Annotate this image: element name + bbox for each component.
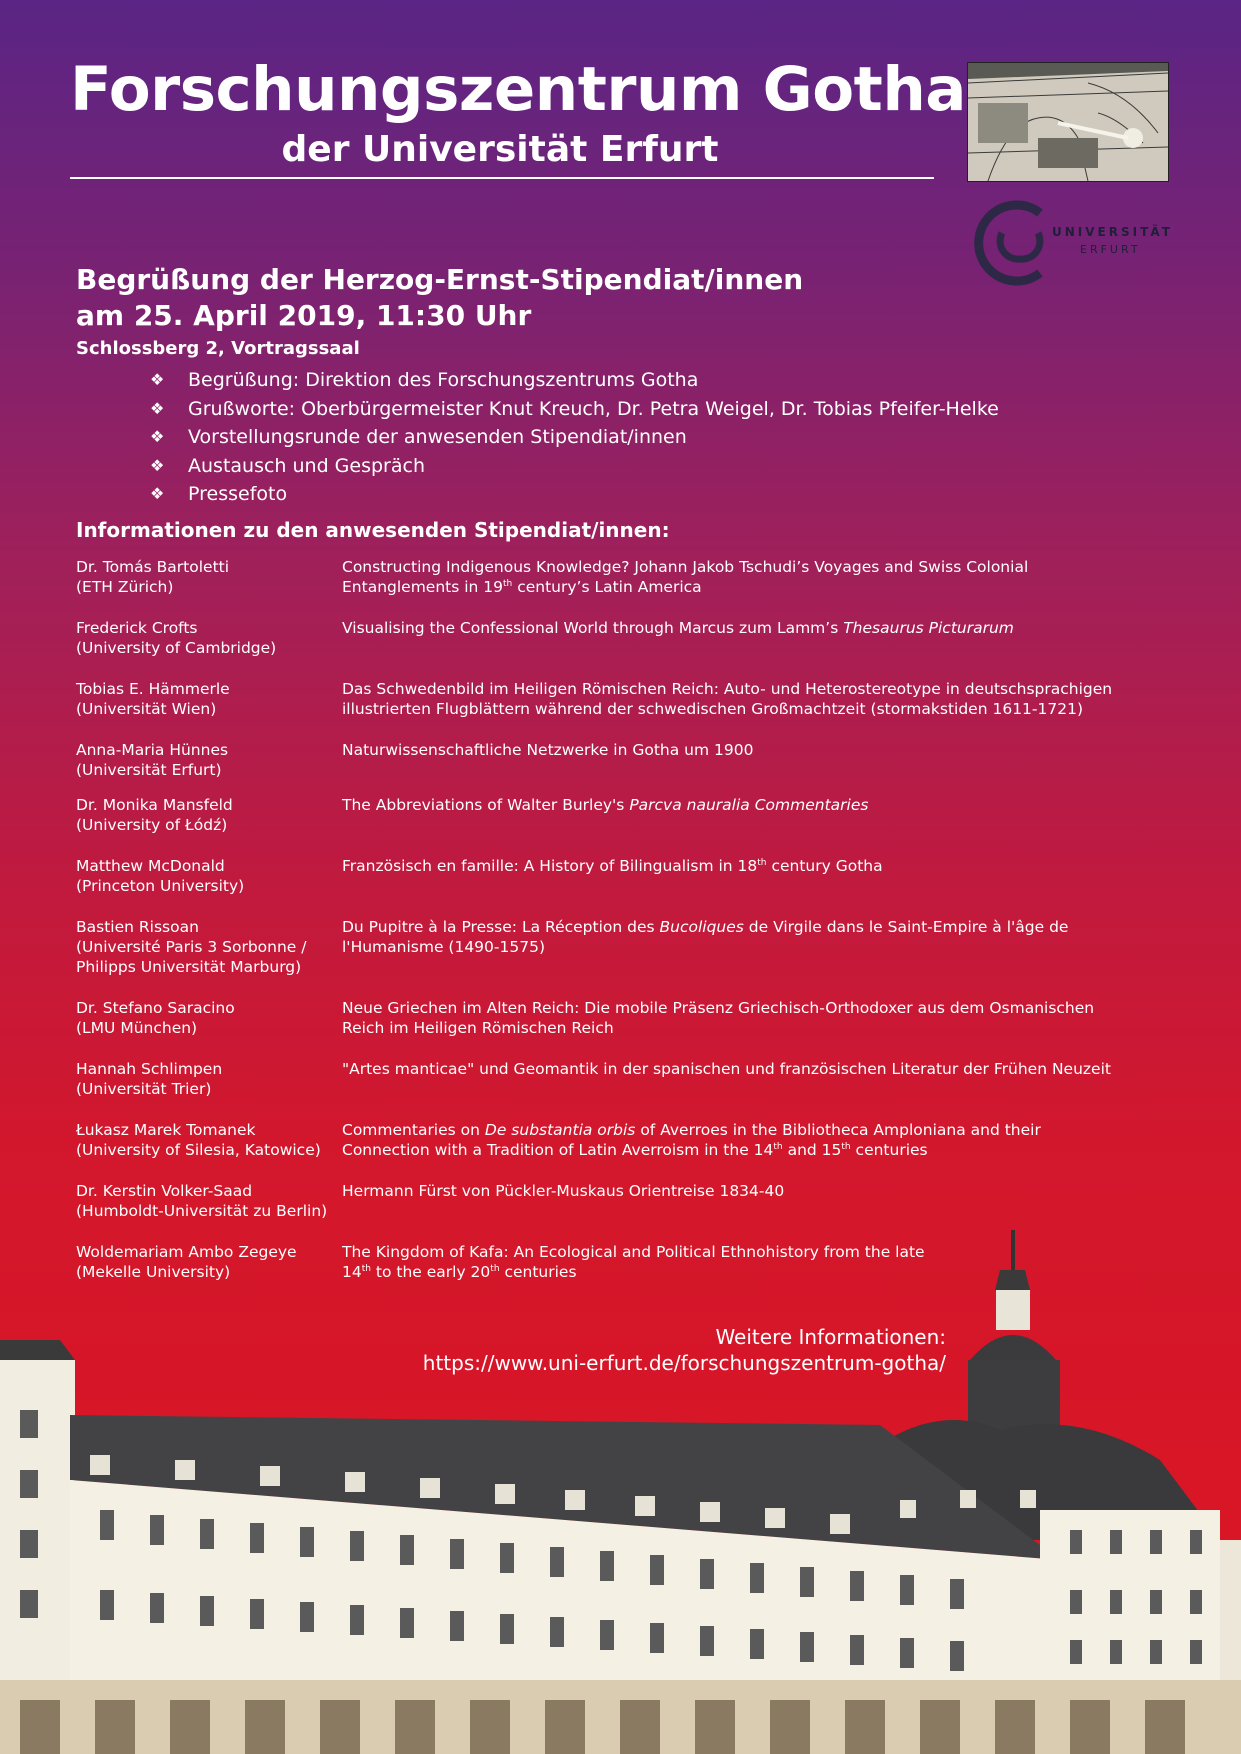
agenda-item-text: Grußworte: Oberbürgermeister Knut Kreuch, Dr. Petra Weigel, Dr. Tobias Pfeifer-Helke [188,397,999,420]
fellow-name: Hannah Schlimpen [76,1060,223,1078]
diamond-bullet-icon: ❖ [150,484,165,503]
fellow-topic: Neue Griechen im Alten Reich: Die mobile Präsenz Griechisch-Orthodoxer aus dem Osmanischen Reich im Heiligen Römischen Reich [342,999,1095,1037]
agenda-item [150,480,999,509]
fellow-name: Dr. Tomás Bartoletti [76,558,230,576]
agenda-item [150,366,999,395]
diamond-bullet-icon: ❖ [150,398,165,418]
fellow-affiliation: (ETH Zürich) [76,578,174,596]
header-rule [70,177,934,179]
fellow-name: Łukasz Marek Tomanek [76,1121,256,1139]
fellow-name: Frederick Crofts [76,619,198,637]
diamond-bullet-icon: ❖ [150,455,165,475]
fellow-topic: Naturwissenschaftliche Netzwerke in Gotha um 1900 [342,741,754,759]
fellow-topic: The Kingdom of Kafa: An Ecological and Political Ethnohistory from the late 14th to the early 20th centuries [342,1243,925,1281]
fellow-affiliation: (Universität Wien) [76,700,217,718]
fellow-topic: Visualising the Confessional World through Marcus zum Lamm’s Thesaurus Picturarum [342,619,1014,637]
event-location: Schlossberg 2, Vortragssaal [76,338,360,359]
header-subtitle: der Universität Erfurt [281,129,719,170]
fellow-topic: Commentaries on De substantia orbis of Averroes in the Bibliotheca Amploniana and their Connection with a Tradition of Latin Averroism in the 14th and 15th centuries [342,1121,1041,1159]
fellow-name: Woldemariam Ambo Zegeye [76,1243,297,1261]
fellow-affiliation: (University of Cambridge) [76,639,277,657]
fellow-topic: Constructing Indigenous Knowledge? Johann Jakob Tschudi’s Voyages and Swiss Colonial Entanglements in 19th century’s Latin America [342,558,1029,596]
fellow-topic: Französisch en famille: A History of Bilingualism in 18th century Gotha [342,857,883,875]
agenda-item-text: Vorstellungsrunde der anwesenden Stipendiat/innen [188,426,687,448]
info-heading: Informationen zu den anwesenden Stipendiat/innen: [76,518,670,542]
fellow-affiliation: (Humboldt-Universität zu Berlin) [76,1202,328,1220]
fellow-topic: Du Pupitre à la Presse: La Réception des Bucoliques de Virgile dans le Saint-Empire à l'âge de l'Humanisme (1490-1575) [342,918,1069,956]
fellow-topic: "Artes manticae" und Geomantik in der spanischen und französischen Literatur der Frühen Neuzeit [342,1060,1111,1078]
schloss-friedenstein-photo [0,1210,1241,1754]
more-info-label: Weitere Informationen: [715,1325,946,1349]
agenda-list [150,366,999,509]
more-info-url[interactable]: https://www.uni-erfurt.de/forschungszentrum-gotha/ [422,1351,946,1375]
fellow-topic: The Abbreviations of Walter Burley's Parcva nauralia Commentaries [342,796,869,814]
fellow-affiliation: (Princeton University) [76,877,245,895]
fellow-name: Dr. Monika Mansfeld [76,796,233,814]
fellow-affiliation: (University of Silesia, Katowice) [76,1141,321,1159]
fellow-name: Dr. Kerstin Volker-Saad [76,1182,253,1200]
agenda-item [150,423,999,452]
fellow-name: Dr. Stefano Saracino [76,999,235,1017]
event-date: am 25. April 2019, 11:30 Uhr [76,299,532,332]
fellow-name: Tobias E. Hämmerle [76,680,230,698]
universitaet-erfurt-logo-icon [960,195,1180,290]
agenda-item [150,395,999,424]
fellow-affiliation: (LMU München) [76,1019,198,1037]
fellow-affiliation: Philipps Universität Marburg) [76,958,302,976]
fellow-name: Bastien Rissoan [76,918,199,936]
logo-text-universitaet: UNIVERSITÄT [1052,225,1173,239]
logo-text-erfurt: ERFURT [1080,243,1141,256]
event-title: Begrüßung der Herzog-Ernst-Stipendiat/innen [76,263,804,296]
diamond-bullet-icon: ❖ [150,427,165,446]
agenda-item-text: Begrüßung: Direktion des Forschungszentrums Gotha [188,369,699,391]
fellow-name: Anna-Maria Hünnes [76,741,229,759]
fellow-affiliation: (Universität Erfurt) [76,761,222,779]
fellow-affiliation: (Université Paris 3 Sorbonne / [76,938,307,956]
header-title: Forschungszentrum Gotha [70,54,966,125]
historical-engraving-image [967,62,1169,182]
agenda-item-text: Austausch und Gespräch [188,454,425,477]
fellow-name: Matthew McDonald [76,857,225,875]
fellow-affiliation: (Universität Trier) [76,1080,212,1098]
agenda-item [150,452,999,481]
fellow-topic: Hermann Fürst von Pückler-Muskaus Orientreise 1834-40 [342,1182,785,1200]
agenda-item-text: Pressefoto [188,483,288,505]
diamond-bullet-icon: ❖ [150,370,165,389]
fellow-affiliation: (Mekelle University) [76,1263,231,1281]
fellow-affiliation: (University of Łódź) [76,816,228,834]
fellow-topic: Das Schwedenbild im Heiligen Römischen Reich: Auto- und Heterostereotype in deutschsprachigen illustrierten Flugblättern während der schwedischen Großmachtzeit (stormakstiden 1611-1721) [342,680,1113,718]
